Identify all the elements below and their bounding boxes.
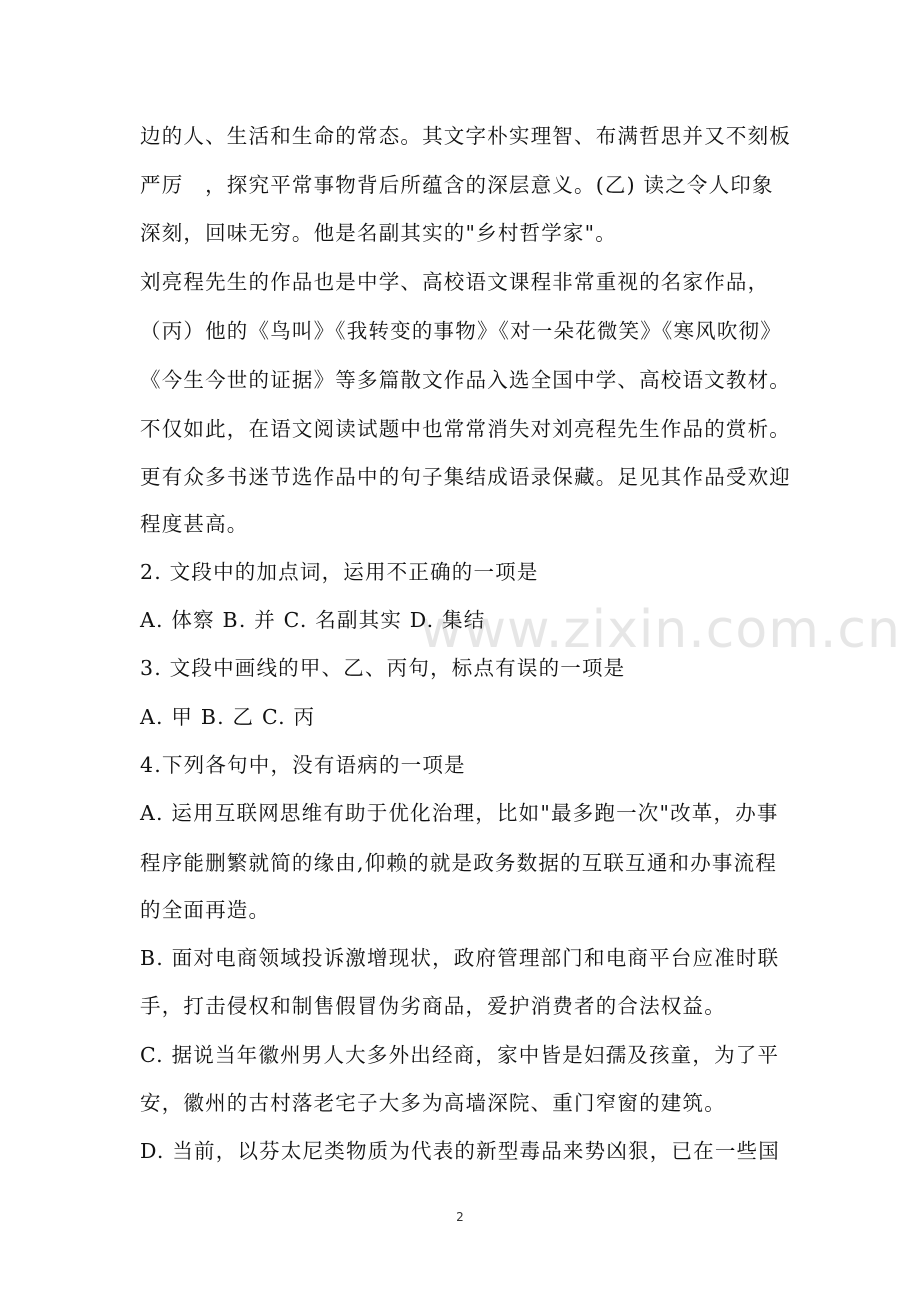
text-line: 程序能删繁就简的缘由,仰赖的就是政务数据的互联互通和办事流程 [140, 851, 778, 875]
text-line: 手，打击侵权和制售假冒伪劣商品，爱护消费者的合法权益。 [140, 994, 726, 1018]
question-3-options: A. 甲 B. 乙 C. 丙 [140, 705, 316, 729]
text-line: 刘亮程先生的作品也是中学、高校语文课程非常重视的名家作品， [140, 270, 770, 294]
text-line: 更有众多书迷节选作品中的句子集结成语录保藏。足见其作品受欢迎 [140, 465, 791, 489]
text-line: 深刻，回味无穷。他是名副其实的"乡村哲学家"。 [140, 221, 617, 245]
question-2: 2. 文段中的加点词，运用不正确的一项是 [140, 560, 539, 584]
question-4-option-a: A. 运用互联网思维有助于优化治理，比如"最多跑一次"改革，办事 [140, 801, 779, 825]
text-line: 《今生今世的证据》等多篇散文作品入选全国中学、高校语文教材。 [140, 368, 791, 392]
text-line: （丙）他的《鸟叫》《我转变的事物》《对一朵花微笑》《寒风吹彻》 [140, 319, 782, 343]
question-2-options: A. 体察 B. 并 C. 名副其实 D. 集结 [140, 608, 486, 632]
text-line: 安，徽州的古村落老宅子大多为高墙深院、重门窄窗的建筑。 [140, 1091, 726, 1115]
question-3: 3. 文段中画线的甲、乙、丙句，标点有误的一项是 [140, 656, 626, 680]
text-line: 程度甚高。 [140, 512, 249, 536]
question-4-option-b: B. 面对电商领域投诉激增现状，政府管理部门和电商平台应准时联 [140, 946, 780, 970]
question-4-option-d: D. 当前，以芬太尼类物质为代表的新型毒品来势凶狠，已在一些国 [140, 1139, 780, 1163]
text-line: 不仅如此，在语文阅读试题中也常常消失对刘亮程先生作品的赏析。 [140, 417, 791, 441]
question-4: 4.下列各句中，没有语病的一项是 [140, 753, 466, 777]
watermark: www.zixin.com.cn [420, 600, 901, 660]
text-line: 边的人、生活和生命的常态。其文字朴实理智、布满哲思并又不刻板 [140, 124, 791, 148]
text-line: 的全面再造。 [140, 898, 271, 922]
text-line: 严厉 ，探究平常事物背后所蕴含的深层意义。(乙) 读之令人印象 [140, 173, 774, 197]
page-number: 2 [456, 1210, 464, 1224]
question-4-option-c: C. 据说当年徽州男人大多外出经商，家中皆是妇孺及孩童，为了平 [140, 1043, 780, 1067]
